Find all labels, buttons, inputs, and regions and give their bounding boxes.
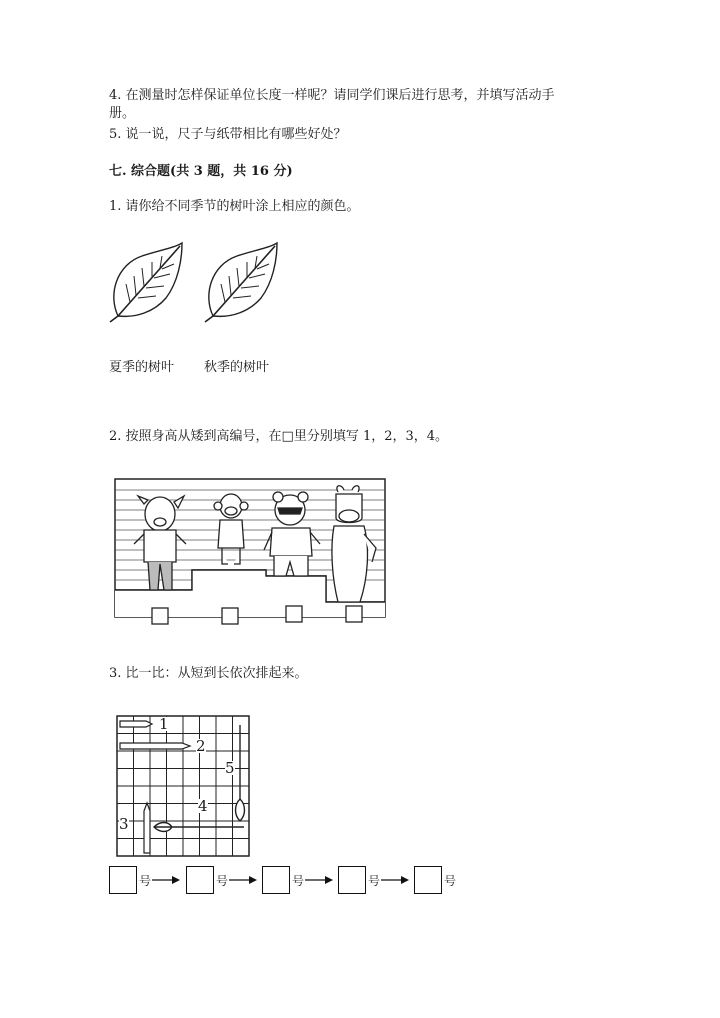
answer-box-1[interactable]	[109, 866, 137, 894]
autumn-leaf-image	[203, 240, 283, 325]
arrow-icon	[152, 874, 182, 886]
question-4-line-1: 4. 在测量时怎样保证单位长度一样呢？请同学们课后进行思考，并填写活动手	[109, 88, 555, 103]
answer-suffix-5: 号	[444, 874, 457, 888]
question-4-line-2: 册。	[109, 106, 136, 121]
arrow-icon	[305, 874, 335, 886]
answer-box-5[interactable]	[414, 866, 442, 894]
problem-1-prompt: 1. 请你给不同季节的树叶涂上相应的颜色。	[109, 199, 360, 214]
question-5: 5. 说一说，尺子与纸带相比有哪些好处？	[109, 127, 347, 142]
label-autumn-leaf: 秋季的树叶	[204, 360, 270, 375]
problem-3-prompt: 3. 比一比：从短到长依次排起来。	[109, 666, 308, 681]
answer-suffix-2: 号	[216, 874, 229, 888]
grid-number-1: 1	[159, 715, 169, 733]
grid-number-5: 5	[225, 759, 235, 777]
grid-number-3: 3	[119, 815, 129, 833]
answer-box-3[interactable]	[262, 866, 290, 894]
answer-suffix-4: 号	[368, 874, 381, 888]
label-summer-leaf: 夏季的树叶	[109, 360, 175, 375]
answer-box-2[interactable]	[186, 866, 214, 894]
answer-suffix-3: 号	[292, 874, 305, 888]
problem-2-prompt: 2. 按照身高从矮到高编号，在□里分别填写 1，2，3，4。	[109, 429, 449, 444]
arrow-icon	[229, 874, 259, 886]
answer-box-4[interactable]	[338, 866, 366, 894]
objects-length-grid	[116, 715, 256, 861]
grid-number-2: 2	[196, 737, 206, 755]
section-title: 七. 综合题(共 3 题，共 16 分)	[109, 164, 293, 179]
answer-suffix-1: 号	[139, 874, 152, 888]
summer-leaf-image	[108, 240, 188, 325]
grid-number-4: 4	[198, 797, 208, 815]
arrow-icon	[381, 874, 411, 886]
characters-height-illustration	[114, 478, 386, 628]
